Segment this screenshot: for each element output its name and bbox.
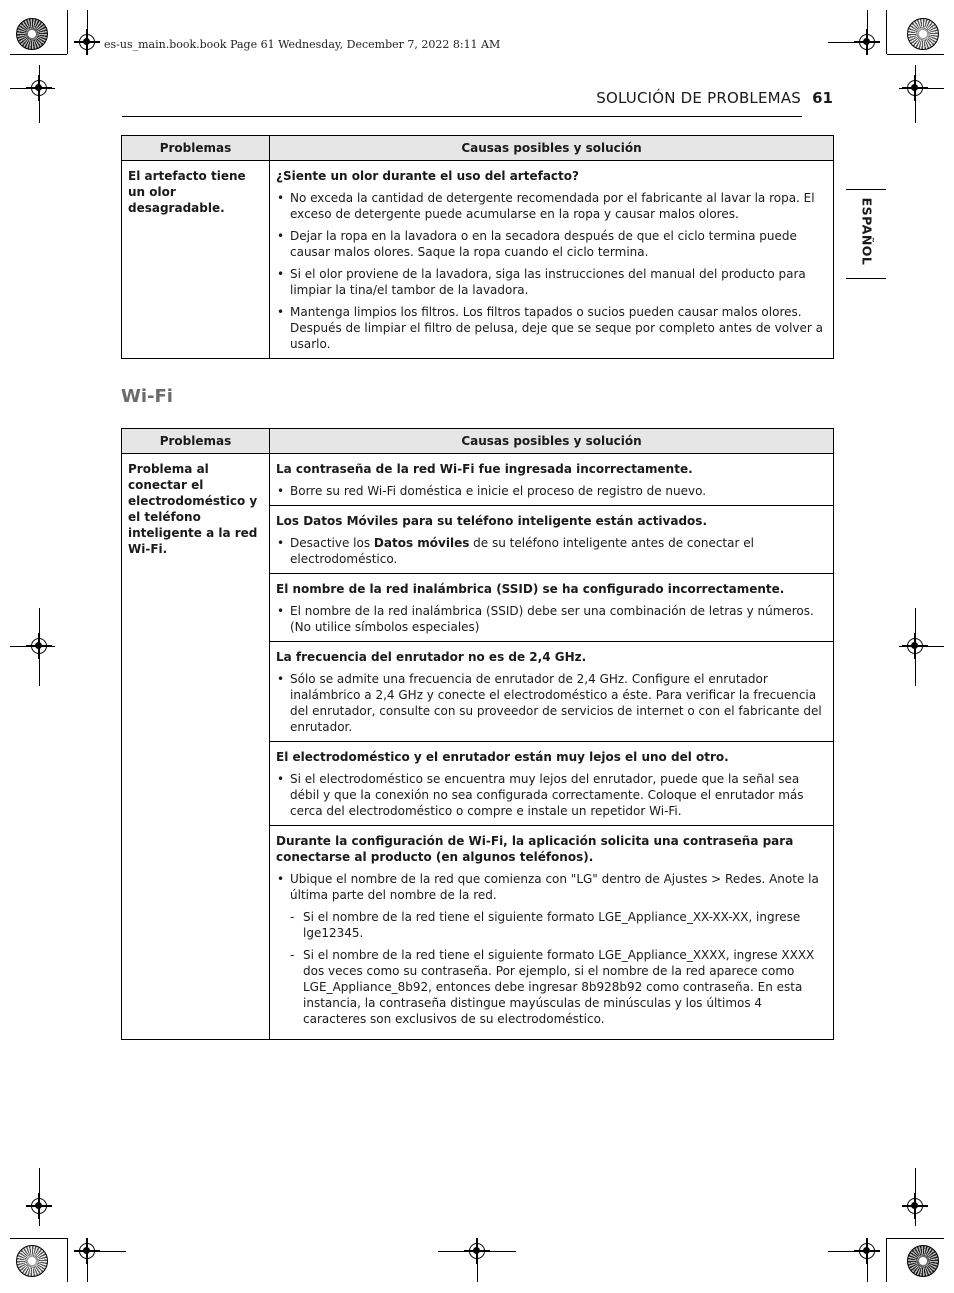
crop-mark [10,646,55,647]
sub-list [276,909,827,1027]
crop-mark [438,1251,516,1252]
list-item-text: Ubique el nombre de la red que comienza con "LG" dentro de Ajustes > Redes. Anote la última parte del nombre de la red. [290,872,819,902]
column-header-causes: Causas posibles y solución [270,136,834,161]
list-item: • Borre su red Wi-Fi doméstica e inicie el proceso de registro de nuevo. [276,483,827,499]
cause-title: La frecuencia del enrutador no es de 2,4 GHz. [276,650,587,664]
list-item-emphasis: Datos móviles [373,536,470,550]
cause-cell [270,826,834,1040]
crop-mark [899,646,944,647]
cause-title: Durante la configuración de Wi-Fi, la aplicación solicita una contraseña para conectarse al producto (en algunos teléfonos). [276,834,794,864]
crop-mark [10,88,55,89]
crop-mark [887,1238,944,1239]
solution-list [276,535,827,567]
table-row [122,454,834,506]
list-item: • Si el olor proviene de la lavadora, siga las instrucciones del manual del producto para limpiar la tina/el tambor de la lavadora. [276,266,827,298]
list-item: • Dejar la ropa en la lavadora o en la secadora después de que el ciclo termina puede causar malos olores. Saque la ropa cuando el ciclo termina. [276,228,827,260]
header-rule [122,116,802,117]
cause-cell [270,161,834,359]
list-item-text: de su teléfono inteligente antes de conectar el electrodoméstico. [290,536,754,566]
list-item: • Mantenga limpios los filtros. Los filtros tapados o sucios pueden causar malos olores. Después de limpiar el filtro de pelusa, deje que se seque por completo antes de volver a usarlo. [276,304,827,352]
crop-mark [867,1238,868,1282]
cause-cell [270,574,834,642]
cause-title: El nombre de la red inalámbrica (SSID) se ha configurado incorrectamente. [276,582,785,596]
language-tab-label: ESPAÑOL [859,197,875,266]
sub-list-item: - Si el nombre de la red tiene el siguiente formato LGE_Appliance_XXXX, ingrese XXXX dos veces como su contraseña. Por ejemplo, si el nombre de la red aparece como LGE_Appliance_8b92, entonces debe ingresar 8b928b92 como contraseña. En esta instancia, la contraseña distingue mayúsculas de minúsculas y los últimos 4 caracteres son exclusivos de su electrodoméstico. [276,947,827,1027]
color-bar-icon [16,18,48,50]
cause-cell [270,454,834,506]
column-header-causes: Causas posibles y solución [270,429,834,454]
solution-list [276,771,827,819]
odor-troubleshooting-table [121,135,834,359]
cause-title: La contraseña de la red Wi-Fi fue ingresada incorrectamente. [276,462,693,476]
list-item: • Sólo se admite una frecuencia de enrutador de 2,4 GHz. Configure el enrutador inalámbrico a 2,4 GHz y conecte el electrodoméstico a éste. Para verificar la frecuencia del enrutador, consulte con su proveedor de servicios de internet o con el fabricante del enrutador. [276,671,827,735]
cause-title: Los Datos Móviles para su teléfono inteligente están activados. [276,514,707,528]
section-title: SOLUCIÓN DE PROBLEMAS [596,89,801,107]
table-row [122,161,834,359]
list-item: • No exceda la cantidad de detergente recomendada por el fabricante al lavar la ropa. El exceso de detergente puede acumularse en la ropa y causar malos olores. [276,190,827,222]
cause-title: El electrodoméstico y el enrutador están muy lejos el uno del otro. [276,750,729,764]
color-bar-icon [907,1245,939,1277]
crop-mark [39,608,40,686]
color-bar-icon [907,18,939,50]
crop-mark [10,1238,67,1239]
wifi-section-heading: Wi-Fi [121,386,173,407]
color-bar-icon [16,1245,48,1277]
problem-cell: Problema al conectar el electrodoméstico y el teléfono inteligente a la red Wi-Fi. [122,454,270,1040]
crop-mark [915,65,916,123]
column-header-problems: Problemas [122,429,270,454]
crop-mark [915,608,916,686]
crop-mark [899,88,944,89]
column-header-problems: Problemas [122,136,270,161]
list-item [276,871,827,903]
crop-mark [477,1238,478,1282]
solution-list [276,483,827,499]
solution-list [276,671,827,735]
crop-mark [87,10,88,54]
crop-mark [887,54,944,55]
list-item [276,535,827,567]
crop-mark [67,1238,68,1282]
list-item-text: Desactive los [290,536,374,550]
page-number: 61 [812,89,833,107]
crop-mark [67,10,68,54]
solution-list [276,190,827,352]
cause-title: ¿Siente un olor durante el uso del artefacto? [276,169,579,183]
crop-mark [886,1238,887,1282]
wifi-troubleshooting-table [121,428,834,1040]
side-tab-rule [846,278,886,279]
crop-mark [915,1168,916,1226]
language-tab [852,196,882,272]
print-slug: es-us_main.book.book Page 61 Wednesday, December 7, 2022 8:11 AM [104,38,501,51]
crop-mark [886,10,887,54]
crop-mark [828,1251,878,1252]
crop-mark [39,65,40,123]
solution-list [276,871,827,903]
crop-mark [76,1251,126,1252]
cause-cell [270,642,834,742]
cause-cell [270,742,834,826]
solution-list [276,603,827,635]
crop-mark [867,10,868,54]
crop-mark [828,42,878,43]
crop-mark [39,1168,40,1226]
crop-mark [10,54,67,55]
list-item: • El nombre de la red inalámbrica (SSID) debe ser una combinación de letras y números. (No utilice símbolos especiales) [276,603,827,635]
cause-cell [270,506,834,574]
problem-cell: El artefacto tiene un olor desagradable. [122,161,270,359]
sub-list-item: - Si el nombre de la red tiene el siguiente formato LGE_Appliance_XX-XX-XX, ingrese lge12345. [276,909,827,941]
list-item: • Si el electrodoméstico se encuentra muy lejos del enrutador, puede que la señal sea débil y que la conexión no sea configurada correctamente. Coloque el enrutador más cerca del electrodoméstico o compre e instale un repetidor Wi-Fi. [276,771,827,819]
crop-mark [87,1238,88,1282]
side-tab-rule [846,189,886,190]
